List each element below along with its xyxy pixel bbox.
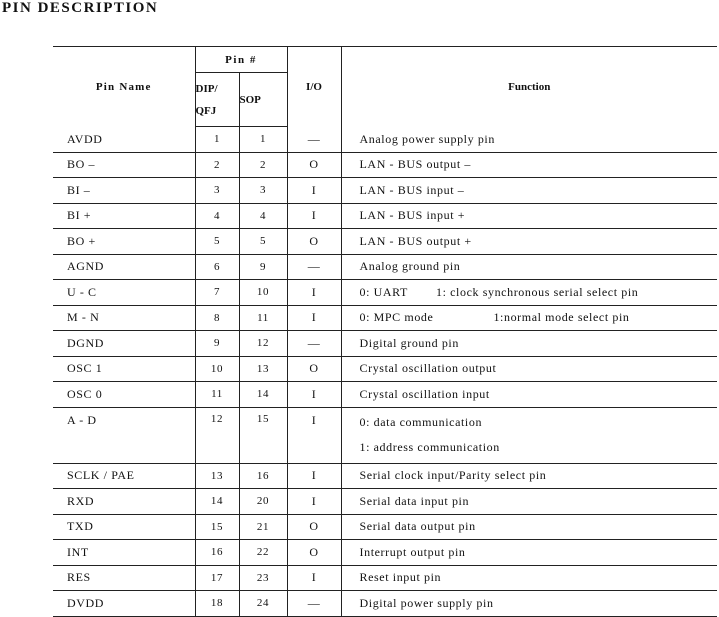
table-row (53, 203, 717, 229)
sop-cell: 2 (239, 152, 287, 178)
dip-qfj-cell: 9 (195, 331, 239, 357)
table-row (53, 305, 717, 331)
function-text: LAN - BUS input – (359, 182, 465, 197)
sop-cell: 5 (239, 229, 287, 255)
pin-name-cell: BI + (53, 203, 195, 229)
function-text: Analog power supply pin (359, 131, 495, 146)
function-text: 1: address communication (359, 440, 500, 454)
table-row (53, 591, 717, 617)
pin-name-cell: DVDD (53, 591, 195, 617)
table-row (53, 280, 717, 306)
pin-name-cell: AGND (53, 254, 195, 280)
sop-cell: 14 (239, 382, 287, 408)
dip-qfj-cell: 16 (195, 540, 239, 566)
pin-description-table (53, 46, 717, 617)
function-text: 0: UART (359, 284, 408, 299)
page-title: PIN DESCRIPTION (2, 0, 159, 16)
dip-qfj-cell: 6 (195, 254, 239, 280)
function-text: 1: clock synchronous serial select pin (435, 284, 639, 299)
header-qfj: QFJ (195, 104, 217, 117)
io-cell: I (287, 463, 341, 489)
function-text: Digital ground pin (359, 335, 459, 350)
pin-name-cell: AVDD (53, 127, 195, 153)
sop-cell: 3 (239, 178, 287, 204)
sop-cell: 15 (239, 407, 287, 463)
function-cell (341, 382, 717, 408)
header-pin-name: Pin Name (53, 47, 195, 127)
dip-qfj-cell: 11 (195, 382, 239, 408)
pin-name-cell: BI – (53, 178, 195, 204)
function-cell (341, 331, 717, 357)
table-row (53, 127, 717, 153)
sop-cell: 24 (239, 591, 287, 617)
sop-cell: 16 (239, 463, 287, 489)
function-text: LAN - BUS input + (359, 208, 466, 223)
dip-qfj-cell: 8 (195, 305, 239, 331)
table-row (53, 489, 717, 515)
io-cell: — (287, 591, 341, 617)
function-cell (341, 540, 717, 566)
function-cell (341, 407, 717, 463)
io-cell: I (287, 382, 341, 408)
pin-name-cell: TXD (53, 514, 195, 540)
pin-name-cell: BO + (53, 229, 195, 255)
dip-qfj-cell: 1 (195, 127, 239, 153)
function-cell (341, 254, 717, 280)
dip-qfj-cell: 2 (195, 152, 239, 178)
io-cell: O (287, 356, 341, 382)
io-cell: O (287, 229, 341, 255)
function-text: Crystal oscillation input (359, 386, 490, 401)
header-pin-number: Pin # (195, 47, 287, 73)
header-dip: DIP/ (195, 82, 218, 95)
io-cell: I (287, 280, 341, 306)
function-text: LAN - BUS output + (359, 233, 472, 248)
pin-rows (53, 127, 717, 617)
function-text: Serial clock input/Parity select pin (359, 468, 547, 483)
pin-name-cell: RES (53, 565, 195, 591)
io-cell: I (287, 305, 341, 331)
function-cell (341, 356, 717, 382)
table-row (53, 229, 717, 255)
function-text: 0: data communication (359, 415, 483, 429)
io-cell: I (287, 407, 341, 463)
io-cell: I (287, 203, 341, 229)
function-cell (341, 280, 717, 306)
sop-cell: 11 (239, 305, 287, 331)
dip-qfj-cell: 12 (195, 407, 239, 463)
function-cell (341, 203, 717, 229)
table-row (53, 540, 717, 566)
function-cell (341, 229, 717, 255)
function-text: 0: MPC mode (359, 310, 434, 325)
dip-qfj-cell: 14 (195, 489, 239, 515)
dip-qfj-cell: 3 (195, 178, 239, 204)
pin-name-cell: OSC 0 (53, 382, 195, 408)
table-row (53, 407, 717, 463)
function-cell (341, 514, 717, 540)
dip-qfj-cell: 18 (195, 591, 239, 617)
pin-name-cell: RXD (53, 489, 195, 515)
io-cell: O (287, 152, 341, 178)
dip-qfj-cell: 17 (195, 565, 239, 591)
dip-qfj-cell: 10 (195, 356, 239, 382)
io-cell: — (287, 331, 341, 357)
pin-name-cell: BO – (53, 152, 195, 178)
io-cell: I (287, 489, 341, 515)
pin-name-cell: A - D (53, 407, 195, 463)
table-row (53, 331, 717, 357)
io-cell: — (287, 254, 341, 280)
header-function: Function (341, 47, 717, 127)
header-dip-qfj (195, 73, 239, 127)
table-row (53, 152, 717, 178)
dip-qfj-cell: 4 (195, 203, 239, 229)
table-row (53, 178, 717, 204)
function-cell (341, 127, 717, 153)
function-cell (341, 591, 717, 617)
table-row (53, 356, 717, 382)
pin-name-cell: DGND (53, 331, 195, 357)
function-cell (341, 489, 717, 515)
function-text: Serial data output pin (359, 519, 476, 534)
sop-cell: 22 (239, 540, 287, 566)
pin-name-cell: INT (53, 540, 195, 566)
sop-cell: 1 (239, 127, 287, 153)
dip-qfj-cell: 13 (195, 463, 239, 489)
function-cell (341, 565, 717, 591)
dip-qfj-cell: 15 (195, 514, 239, 540)
table-row (53, 565, 717, 591)
function-text: Crystal oscillation output (359, 361, 497, 376)
pin-name-cell: SCLK / PAE (53, 463, 195, 489)
function-text: Interrupt output pin (359, 544, 466, 559)
sop-cell: 23 (239, 565, 287, 591)
function-text: Serial data input pin (359, 493, 470, 508)
io-cell: — (287, 127, 341, 153)
table-row (53, 382, 717, 408)
function-text: Reset input pin (359, 570, 442, 585)
table-row (53, 514, 717, 540)
header-io: I/O (287, 47, 341, 127)
pin-name-cell: OSC 1 (53, 356, 195, 382)
table-row (53, 254, 717, 280)
function-text: LAN - BUS output – (359, 157, 471, 172)
dip-qfj-cell: 7 (195, 280, 239, 306)
sop-cell: 20 (239, 489, 287, 515)
io-cell: O (287, 540, 341, 566)
table-row (53, 463, 717, 489)
function-cell (341, 463, 717, 489)
pin-name-cell: M - N (53, 305, 195, 331)
sop-cell: 21 (239, 514, 287, 540)
function-cell (341, 305, 717, 331)
sop-cell: 12 (239, 331, 287, 357)
dip-qfj-cell: 5 (195, 229, 239, 255)
function-text: 1:normal mode select pin (493, 310, 630, 325)
sop-cell: 9 (239, 254, 287, 280)
function-text: Analog ground pin (359, 259, 461, 274)
function-text: Digital power supply pin (359, 595, 494, 610)
io-cell: I (287, 178, 341, 204)
io-cell: I (287, 565, 341, 591)
header-sop: SOP (239, 73, 287, 127)
sop-cell: 4 (239, 203, 287, 229)
pin-name-cell: U - C (53, 280, 195, 306)
sop-cell: 10 (239, 280, 287, 306)
function-cell (341, 152, 717, 178)
function-cell (341, 178, 717, 204)
sop-cell: 13 (239, 356, 287, 382)
io-cell: O (287, 514, 341, 540)
